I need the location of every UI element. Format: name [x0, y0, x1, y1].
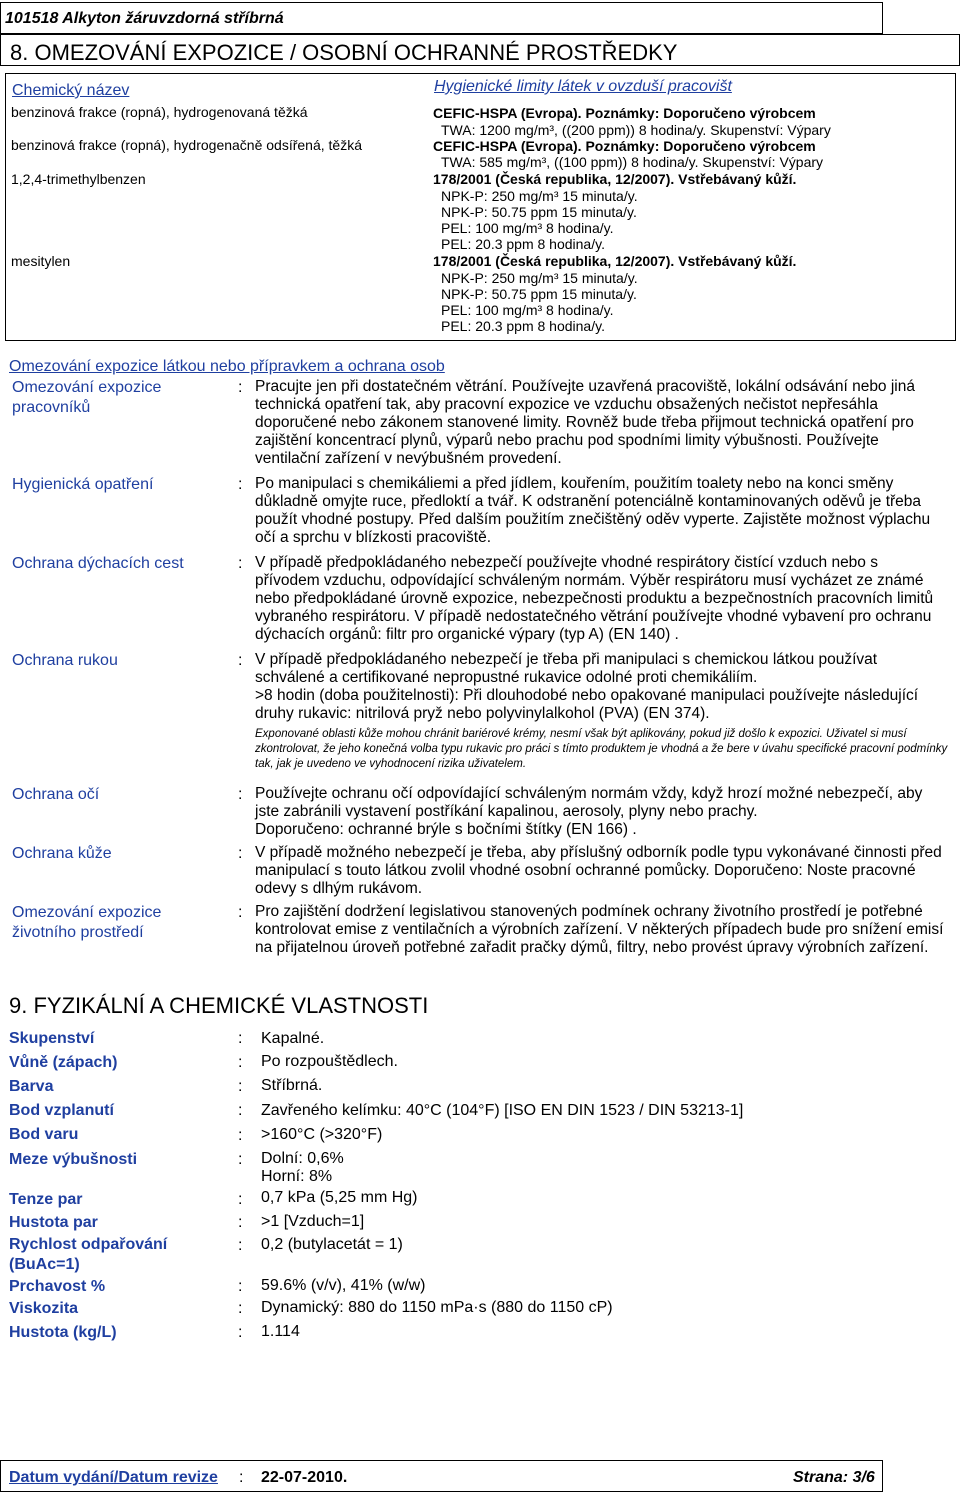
document-title: 101518 Alkyton žáruvzdorná stříbrná: [5, 10, 284, 27]
colon: :: [238, 845, 243, 862]
item-label-eyes: Ochrana očí: [12, 786, 100, 803]
colon: :: [238, 1127, 243, 1144]
prop-value: Dynamický: 880 do 1150 mPa·s (880 do 1150 cP): [261, 1299, 613, 1316]
colon: :: [238, 1102, 243, 1119]
colon: :: [238, 786, 243, 803]
document-footer: [0, 1460, 883, 1492]
prop-value: Dolní: 0,6%: [261, 1150, 344, 1167]
limit-source: 178/2001 (Česká republika, 12/2007). Vstřebávaný kůží.: [433, 253, 797, 269]
item-note-hands: Exponované oblasti kůže mohou chránit bariérové krémy, nesmí však být aplikovány, pokud již došlo k expozici. Uživatel si musí zkontrolovat, že jeho konečná volba typu rukavic pro práci s tímto produktem je vhodná a že bere v úvahu specifické pracovní podmínky tak, jak je uvedeno ve vyhodnocení rizika uživatelem.: [255, 728, 948, 770]
prop-value: Zavřeného kelímku: 40°C (104°F) [ISO EN DIN 1523 / DIN 53213-1]: [261, 1102, 744, 1119]
colon: :: [238, 1191, 243, 1208]
prop-label: Prchavost %: [9, 1278, 106, 1295]
limit-value: NPK-P: 250 mg/m³ 15 minuta/y.: [441, 188, 638, 204]
prop-value: Horní: 8%: [261, 1168, 333, 1185]
prop-value: >160°C (>320°F): [261, 1126, 383, 1143]
colon: :: [238, 1237, 243, 1254]
limit-source: CEFIC-HSPA (Evropa). Poznámky: Doporučeno výrobcem: [433, 138, 816, 154]
item-text-eyes-recommended: Doporučeno: ochranné brýle s bočními štítky (EN 166) .: [255, 821, 637, 838]
chemical-name: mesitylen: [11, 253, 71, 269]
item-label-hands: Ochrana rukou: [12, 652, 118, 669]
colon: :: [238, 1030, 243, 1047]
section-9-title: 9. FYZIKÁLNÍ A CHEMICKÉ VLASTNOSTI: [9, 993, 429, 1018]
prop-label: Barva: [9, 1078, 54, 1095]
item-text-environment: Pro zajištění dodržení legislativou stanovených podmínek ochrany životního prostředí je potřebné kontrolovat emise z ventilačních a výrobních zařízení. V některých případech bude pro snížení emisí na přijatelnou úroveň potřebné zařadit pračky dýmů, filtry, nebo provést úpravy výrobních zařízení.: [255, 903, 944, 956]
limit-value: NPK-P: 50.75 ppm 15 minuta/y.: [441, 286, 637, 302]
item-text-hands: V případě předpokládaného nebezpečí je třeba při manipulaci s chemickou látkou používat schválené a certifikované nepropustné rukavice odolné proti chemikáliím.: [255, 651, 878, 686]
item-label-hygiene: Hygienická opatření: [12, 476, 154, 493]
prop-value: Kapalné.: [261, 1030, 325, 1047]
prop-label: Hustota par: [9, 1214, 98, 1231]
column-header-limits: Hygienické limity látek v ovzduší pracovišt: [434, 78, 732, 95]
prop-label: Bod varu: [9, 1126, 79, 1143]
limit-value: TWA: 585 mg/m³, ((100 ppm)) 8 hodina/y. Skupenství: Výpary: [441, 154, 824, 170]
prop-value: Stříbrná.: [261, 1077, 323, 1094]
issue-date-value: 22-07-2010.: [261, 1469, 348, 1486]
item-label-worker-exposure: Omezování expozice pracovníků: [12, 379, 162, 416]
chemical-name: benzinová frakce (ropná), hydrogenačně odsířená, těžká: [11, 137, 362, 153]
column-header-chemical-name: Chemický název: [12, 82, 130, 99]
limit-value: PEL: 20.3 ppm 8 hodina/y.: [441, 236, 605, 252]
item-label-skin: Ochrana kůže: [12, 845, 112, 862]
prop-label: Tenze par: [9, 1191, 83, 1208]
limit-value: TWA: 1200 mg/m³, ((200 ppm)) 8 hodina/y. Skupenství: Výpary: [441, 122, 831, 138]
colon: :: [238, 379, 243, 396]
section-8-header: [0, 34, 960, 66]
limit-value: PEL: 100 mg/m³ 8 hodina/y.: [441, 220, 614, 236]
prop-value: Po rozpouštědlech.: [261, 1053, 398, 1070]
item-text-eyes: Používejte ochranu očí odpovídající schváleným normám vždy, když hrozí možné nebezpečí, aby jste zabránili vystavení postříkání kapalinou, aerosoly, plyny nebo prachy.: [255, 785, 923, 820]
prop-value: 59.6% (v/v), 41% (w/w): [261, 1277, 426, 1294]
prop-label: Vůně (zápach): [9, 1054, 118, 1071]
prop-value: 1.114: [261, 1323, 300, 1340]
colon: :: [238, 1054, 243, 1071]
limit-value: PEL: 100 mg/m³ 8 hodina/y.: [441, 302, 614, 318]
item-label-respiratory: Ochrana dýchacích cest: [12, 555, 184, 572]
limit-value: PEL: 20.3 ppm 8 hodina/y.: [441, 318, 605, 334]
item-text-respiratory: V případě předpokládaného nebezpečí používejte vhodné respirátory čistící vzduch nebo s přívodem vzduchu, odpovídající schváleným normám. Výběr respirátoru musí vycházet ze známé nebo předpokládané úrovně expozice, nebezpečnosti produktu a bezpečnostních pracovních limitů vybraného respirátoru. V případě nedostatečného větrání používejte vhodné vybavení pro ochranu dýchacích orgánů: filtr pro organické výpary (typ A) (EN 140) .: [255, 554, 934, 643]
colon: :: [238, 1300, 243, 1317]
prop-value: 0,7 kPa (5,25 mm Hg): [261, 1189, 418, 1206]
colon: :: [238, 1078, 243, 1095]
section-8-title: 8. OMEZOVÁNÍ EXPOZICE / OSOBNÍ OCHRANNÉ PROSTŘEDKY: [10, 40, 678, 65]
colon: :: [238, 904, 243, 921]
prop-label: Skupenství: [9, 1030, 95, 1047]
prop-value: >1 [Vzduch=1]: [261, 1213, 365, 1230]
colon: :: [238, 1214, 243, 1231]
limit-value: NPK-P: 50.75 ppm 15 minuta/y.: [441, 204, 637, 220]
exposure-control-heading: Omezování expozice látkou nebo přípravkem a ochrana osob: [9, 358, 445, 375]
colon: :: [239, 1469, 244, 1486]
limit-source: CEFIC-HSPA (Evropa). Poznámky: Doporučeno výrobcem: [433, 105, 816, 121]
prop-label: Meze výbušnosti: [9, 1151, 138, 1168]
prop-label: Rychlost odpařování (BuAc=1): [9, 1236, 168, 1273]
item-text-hands-gloves: >8 hodin (doba použitelnosti): Při dlouhodobé nebo opakované manipulaci používejte následující druhy rukavic: nitrilová pryž nebo polyvinylalkohol (PVA) (EN 374).: [255, 687, 919, 722]
issue-date-label: Datum vydání/Datum revize: [9, 1469, 218, 1486]
colon: :: [238, 476, 243, 493]
limit-value: NPK-P: 250 mg/m³ 15 minuta/y.: [441, 270, 638, 286]
prop-label: Viskozita: [9, 1300, 79, 1317]
chemical-name: 1,2,4-trimethylbenzen: [11, 171, 146, 187]
item-text-skin: V případě možného nebezpečí je třeba, aby příslušný odborník podle typu vykonávané činnosti před manipulací s touto látkou zvolil vhodné osobní ochranné pomůcky. Doporučeno: Noste pracovné odevy s dlhým rukávom.: [255, 844, 942, 897]
colon: :: [238, 1151, 243, 1168]
prop-label: Hustota (kg/L): [9, 1324, 117, 1341]
colon: :: [238, 1278, 243, 1295]
item-label-environment: Omezování expozice životního prostředí: [12, 904, 162, 941]
colon: :: [238, 555, 243, 572]
prop-label: Bod vzplanutí: [9, 1102, 114, 1119]
item-text-hygiene: Po manipulaci s chemikáliemi a před jídlem, kouřením, použitím toalety nebo na konci směny důkladně omyjte ruce, předloktí a tvář. K odstranění potenciálně kontaminovaných oděvů je třeba použít vhodné postupy. Před dalším použitím znečištěný oděv vyperte. Zajistěte možnost výplachu očí a sprchu v blízkosti pracoviště.: [255, 475, 931, 546]
page-number: Strana: 3/6: [793, 1469, 875, 1486]
chemical-name: benzinová frakce (ropná), hydrogenovaná těžká: [11, 104, 308, 120]
item-text-worker-exposure: Pracujte jen při dostatečném větrání. Používejte uzavřená pracoviště, lokální odsávání nebo jiná technická opatření tak, aby pracovní expozice ve vzduchu obsažených nečistot nepřesáhla doporučené nebo zákonem stanovené limity. Rovněž bude třeba přijmout technická opatření pro zajištění koncentrací plynů, výparů nebo prachu pod spodními limity výbušnosti. Používejte ventilační zařízení v nevýbušném provedení.: [255, 378, 915, 467]
colon: :: [238, 1324, 243, 1341]
prop-value: 0,2 (butylacetát = 1): [261, 1236, 403, 1253]
limit-source: 178/2001 (Česká republika, 12/2007). Vstřebávaný kůží.: [433, 171, 797, 187]
document-header: [0, 2, 883, 34]
colon: :: [238, 652, 243, 669]
